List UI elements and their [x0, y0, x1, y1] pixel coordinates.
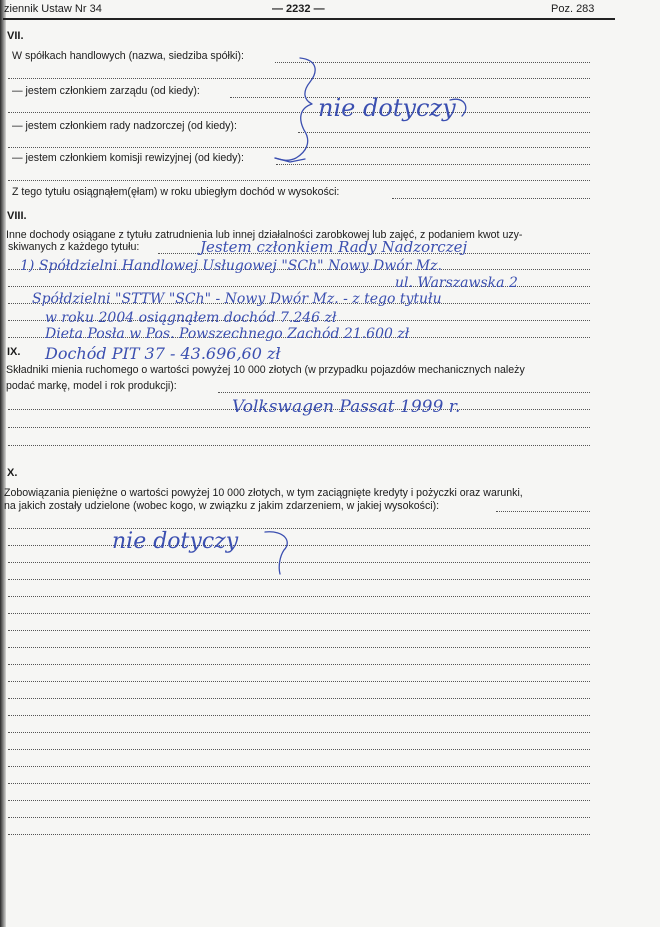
section-ix-heading: IX.: [7, 346, 21, 358]
viii-hand-line-2: 1) Spółdzielni Handlowej Usługowej "SCh" Nowy Dwór Mz.: [20, 258, 442, 274]
other-income-label-1: Inne dochody osiągane z tytułu zatrudnienia lub innej działalności zarobkowej lub zajęć, z podaniem kwot uzy-: [6, 229, 523, 241]
section-vii-heading: VII.: [7, 30, 24, 42]
movable-property-label-1: Składniki mienia ruchomego o wartości powyżej 10 000 złotych (w przypadku pojazdów mechanicznych należy: [6, 364, 525, 376]
journal-title: ziennik Ustaw Nr 34: [4, 3, 102, 15]
supervisory-label: — jestem członkiem rady nadzorczej (od kiedy):: [12, 120, 237, 132]
section-viii-heading: VIII.: [7, 210, 27, 222]
liabilities-label-1: Zobowiązania pieniężne o wartości powyżej 10 000 złotych, w tym zaciągnięte kredyty i pożyczki oraz warunki,: [4, 487, 523, 499]
board-label: — jestem członkiem zarządu (od kiedy):: [12, 85, 200, 97]
movable-property-label-2: podać markę, model i rok produkcji):: [6, 380, 177, 392]
x-answer: nie dotyczy: [112, 529, 239, 554]
viii-hand-line-6: Dieta Posła w Pos. Powszechnego Zachód 21.600 zł: [45, 326, 410, 342]
vii-brace: [275, 58, 315, 160]
viii-hand-line-5: w roku 2004 osiągnąłem dochód 7.246 zł: [45, 310, 337, 326]
audit-label: — jestem członkiem komisji rewizyjnej (od kiedy):: [12, 152, 244, 164]
companies-label: W spółkach handlowych (nazwa, siedziba spółki):: [12, 50, 244, 62]
position-number: Poz. 283: [551, 3, 595, 15]
income-label: Z tego tytułu osiągnąłem(ęłam) w roku ubiegłym dochód w wysokości:: [12, 186, 340, 198]
viii-hand-line-4: Spółdzielni "STTW "SCh" - Nowy Dwór Mz. - z tego tytułu: [32, 291, 442, 307]
viii-hand-line-1: Jestem członkiem Rady Nadzorczej: [200, 238, 468, 256]
other-income-label-2: skiwanych z każdego tytułu:: [8, 241, 140, 253]
vii-answer: nie dotyczy: [318, 94, 456, 122]
viii-hand-line-3: ul. Warszawska 2: [395, 275, 518, 291]
liabilities-label-2: na jakich zostały udzielone (wobec kogo, w związku z jakim zdarzeniem, w jakiej wysokości):: [4, 500, 440, 512]
page-number: — 2232 —: [272, 3, 325, 15]
ix-answer: Volkswagen Passat 1999 r.: [232, 397, 461, 417]
section-x-heading: X.: [7, 467, 18, 479]
x-answer-flourish: [265, 532, 287, 574]
viii-hand-line-7: Dochód PIT 37 - 43.696,60 zł: [45, 344, 281, 363]
